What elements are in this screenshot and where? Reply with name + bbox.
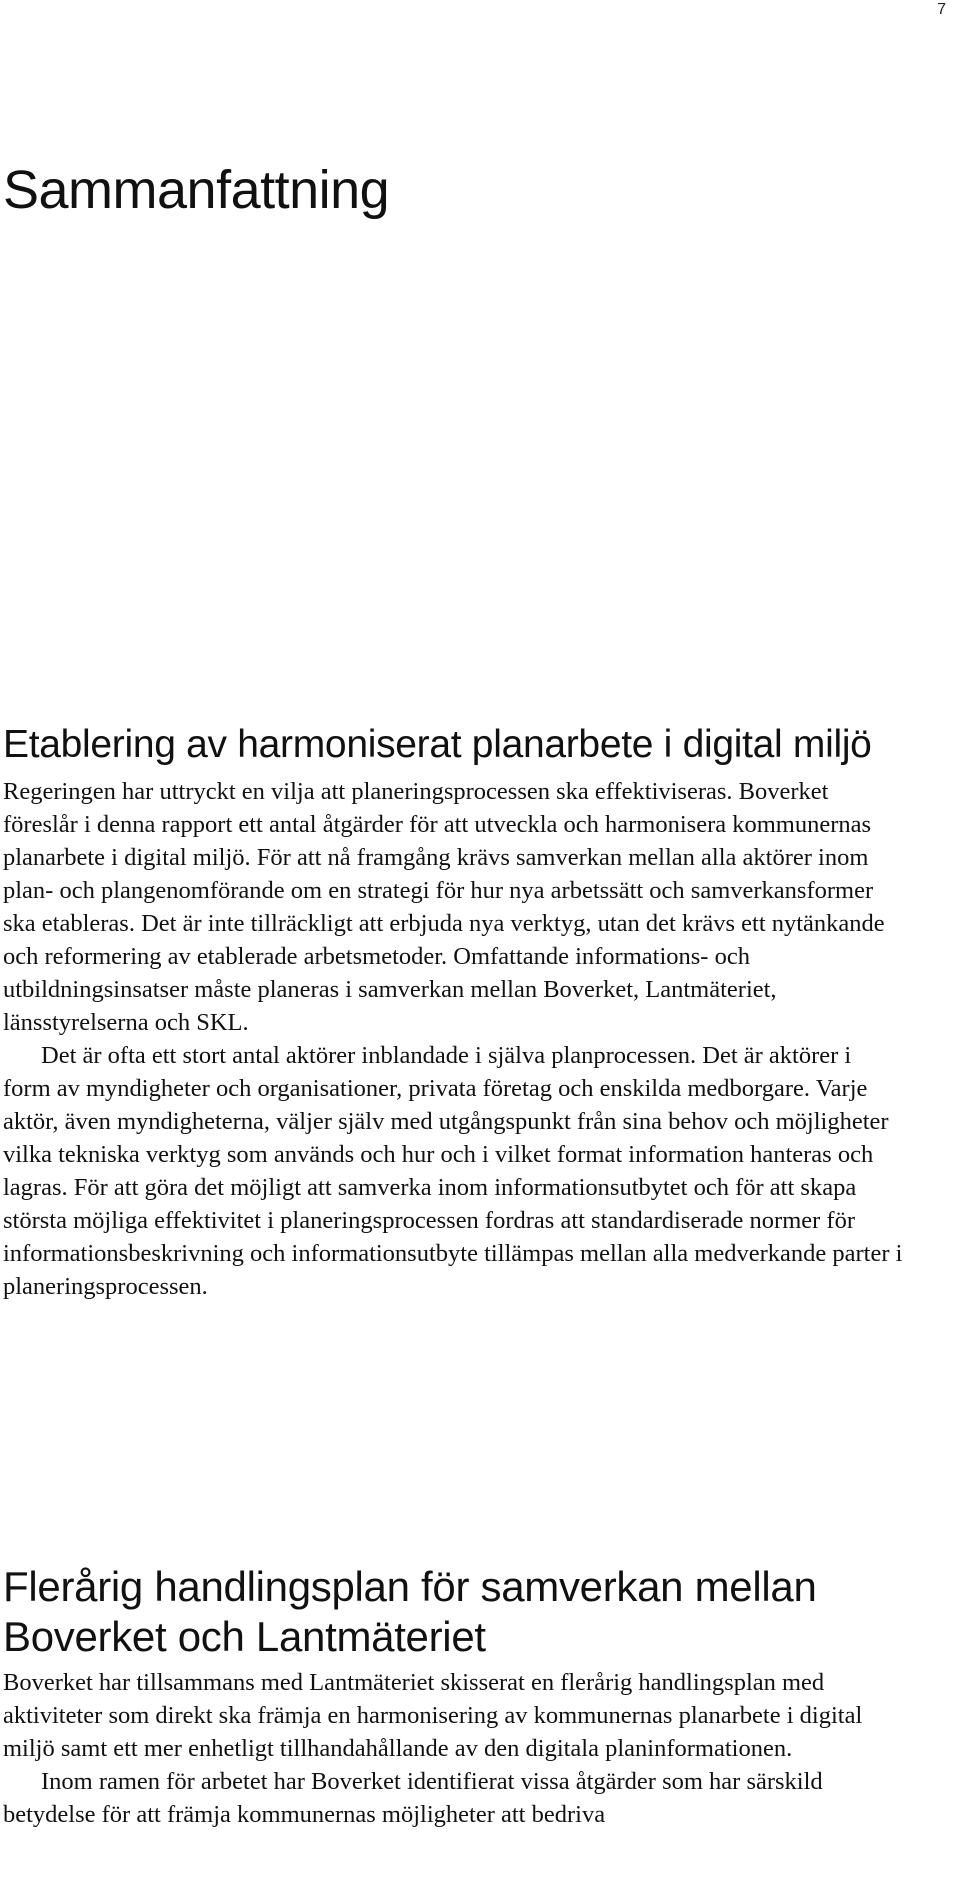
section-heading: Etablering av harmoniserat planarbete i digital miljö [3, 723, 872, 766]
paragraph: Inom ramen för arbetet har Boverket identifierat vissa åtgärder som har särskild betydelse för att främja kommunernas möjligheter att bedriva [3, 1768, 823, 1828]
chapter-title: Sammanfattning [3, 160, 390, 220]
paragraph: Boverket har tillsammans med Lantmäteriet skisserat en flerårig handlingsplan med aktiviteter som direkt ska främja en harmonisering av kommunernas planarbete i digital miljö samt ett mer enhetligt tillhandahållande av den digitala planinformationen. [3, 1669, 863, 1762]
paragraph: Det är ofta ett stort antal aktörer inblandade i själva planprocessen. Det är aktörer i form av myndigheter och organisationer, privata företag och enskilda medborgare. Varje aktör, även myndigheterna, väljer själv med utgångspunkt från sina behov och möjligheter vilka tekniska verktyg som används och hur och i vilket format information hanteras och lagras. För att göra det möjligt att samverka inom informationsutbytet och för att skapa största möjliga effektivitet i planeringsprocessen fordras att standardiserade normer för informationsbeskrivning och informationsutbyte tillämpas mellan alla medverkande parter i planeringsprocessen. [3, 1042, 903, 1300]
section-harmoniserat-planarbete [3, 722, 903, 1303]
page-number: 7 [937, 1, 946, 18]
section-heading: Flerårig handlingsplan för samverkan mellan Boverket och Lantmäteriet [3, 1563, 817, 1660]
section-handlingsplan [3, 1562, 903, 1831]
paragraph: Regeringen har uttryckt en vilja att planeringsprocessen ska effektiviseras. Boverket föreslår i denna rapport ett antal åtgärder för att utveckla och harmonisera kommunernas planarbete i digital miljö. För att nå framgång krävs samverkan mellan alla aktörer inom plan- och plangenomförande om en strategi för hur nya arbetssätt och samverkansformer ska etableras. Det är inte tillräckligt att erbjuda nya verktyg, utan det krävs ett nytänkande och reformering av etablerade arbetsmetoder. Omfattande informations- och utbildningsinsatser måste planeras i samverkan mellan Boverket, Lantmäteriet, länsstyrelserna och SKL. [3, 778, 885, 1036]
